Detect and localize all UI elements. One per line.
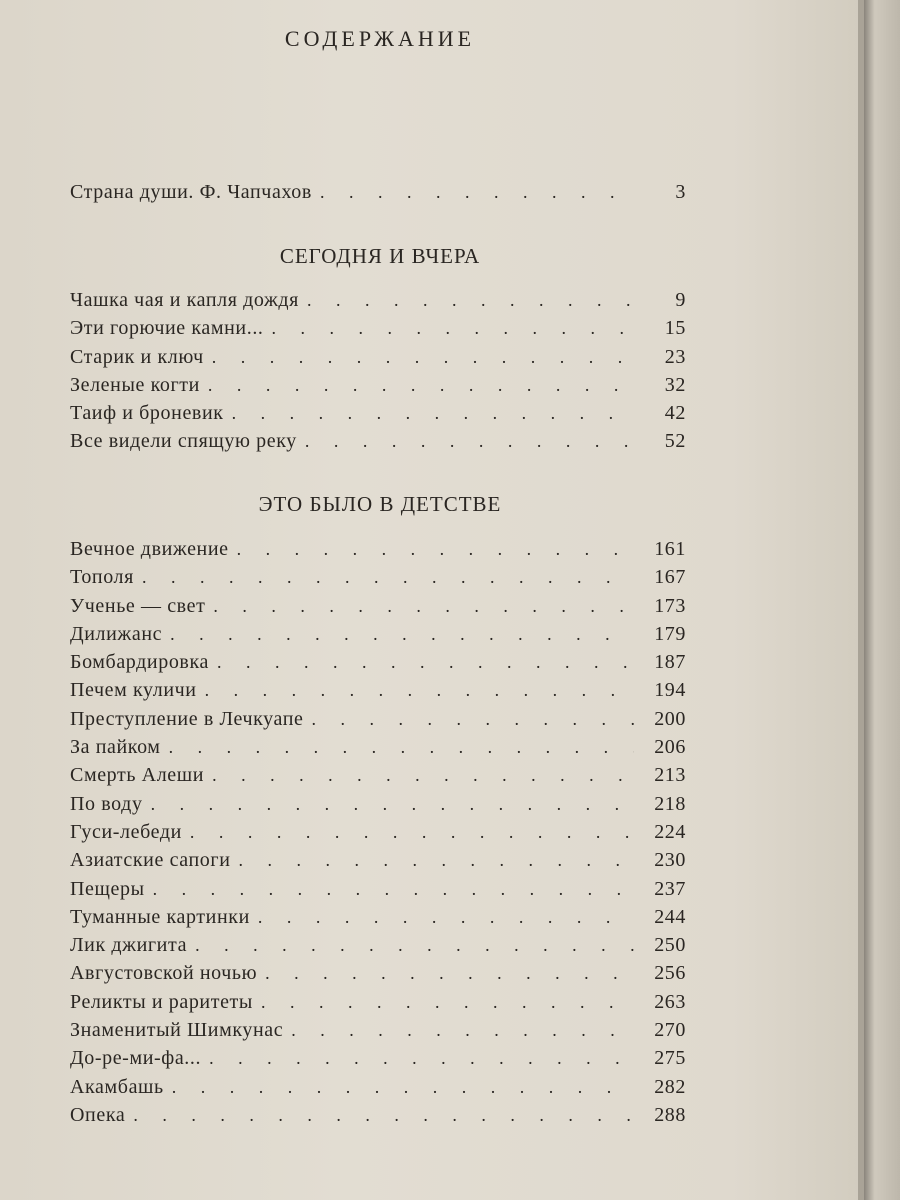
dot-leader	[305, 431, 634, 452]
toc-entry	[70, 595, 686, 623]
entry-title: Пещеры	[70, 877, 145, 900]
entry-page-number: 167	[654, 566, 686, 589]
entry-page-number: 256	[654, 962, 686, 985]
entry-page-number: 161	[654, 538, 686, 560]
toc-entry	[70, 764, 686, 792]
entry-page-number: 42	[664, 402, 686, 425]
toc-entry	[70, 736, 686, 764]
dot-leader	[195, 935, 634, 956]
toc-entry	[70, 878, 686, 906]
entry-title: Чашка чая и капля дождя	[70, 289, 299, 311]
dot-leader	[172, 1077, 634, 1098]
toc-entry	[70, 821, 686, 849]
entry-page-number: 224	[654, 820, 686, 843]
toc-entry	[70, 289, 686, 317]
entry-page-number: 237	[654, 877, 686, 900]
entry-title: Знаменитый Шимкунас	[70, 1019, 284, 1042]
dot-leader	[170, 624, 634, 645]
dot-leader	[133, 1105, 634, 1126]
dot-leader	[272, 318, 634, 339]
toc-entry	[70, 708, 686, 736]
dot-leader	[237, 539, 634, 560]
toc-entry	[70, 906, 686, 934]
toc-entry	[70, 962, 686, 990]
toc-entry	[70, 566, 686, 594]
entry-page-number: 230	[654, 849, 686, 872]
entry-title: Лик джигита	[70, 934, 188, 957]
entry-page-number: 15	[664, 317, 686, 340]
entry-title: За пайком	[70, 736, 161, 759]
entry-title: Вечное движение	[70, 538, 229, 560]
entry-page-number: 250	[654, 934, 686, 957]
entry-title: Гуси-лебеди	[70, 820, 182, 843]
toc-entry	[70, 679, 686, 707]
entry-title: Таиф и броневик	[70, 402, 224, 425]
dot-leader	[190, 822, 634, 843]
dot-leader	[169, 737, 634, 758]
toc-entry	[70, 991, 686, 1019]
dot-leader	[142, 567, 634, 588]
entry-page-number: 194	[654, 679, 686, 702]
entry-title: Страна души. Ф. Чапчахов	[70, 181, 312, 203]
dot-leader	[209, 1048, 634, 1069]
entry-title: Ученье — свет	[70, 594, 206, 617]
toc-entry	[70, 623, 686, 651]
dot-leader	[232, 403, 634, 424]
dot-leader	[212, 765, 634, 786]
entry-title: Дилижанс	[70, 622, 163, 645]
toc-entry	[70, 402, 686, 430]
intro-list	[70, 181, 686, 209]
entry-page-number: 288	[654, 1103, 686, 1126]
toc-entry	[70, 849, 686, 877]
dot-leader	[258, 907, 634, 928]
toc-entry	[70, 1047, 686, 1075]
entry-title: Азиатские сапоги	[70, 849, 231, 872]
toc-entry	[70, 651, 686, 679]
toc-entry	[70, 317, 686, 345]
entry-page-number: 179	[654, 622, 686, 645]
entry-title: Бомбардировка	[70, 651, 209, 674]
entry-page-number: 9	[675, 289, 686, 311]
entry-title: По воду	[70, 792, 143, 815]
entry-page-number: 3	[675, 181, 686, 203]
entry-page-number: 52	[664, 430, 686, 453]
dot-leader	[151, 794, 634, 815]
dot-leader	[312, 709, 635, 730]
entry-page-number: 23	[664, 345, 686, 368]
toc-entry	[70, 1104, 686, 1132]
toc-entry	[70, 934, 686, 962]
dot-leader	[261, 992, 634, 1013]
dot-leader	[320, 182, 634, 203]
entry-title: Зеленые когти	[70, 373, 200, 396]
entry-page-number: 263	[654, 990, 686, 1013]
entry-title: Все видели спящую реку	[70, 430, 297, 453]
dot-leader	[239, 850, 634, 871]
section-heading: ЭТО БЫЛО В ДЕТСТВЕ	[258, 492, 502, 516]
entry-page-number: 275	[654, 1047, 686, 1070]
entry-page-number: 218	[654, 792, 686, 815]
entry-page-number: 32	[664, 373, 686, 396]
section-entries	[70, 289, 686, 459]
entry-title: Печем куличи	[70, 679, 197, 702]
dot-leader	[205, 680, 634, 701]
entry-page-number: 244	[654, 905, 686, 928]
dot-leader	[208, 375, 634, 396]
entry-title: Туманные картинки	[70, 905, 250, 928]
entry-page-number: 213	[654, 764, 686, 787]
entry-title: Тополя	[70, 566, 134, 589]
dot-leader	[291, 1020, 634, 1041]
toc-entry	[70, 538, 686, 566]
dot-leader	[217, 652, 634, 673]
entry-page-number: 270	[654, 1019, 686, 1042]
toc-entry	[70, 793, 686, 821]
dot-leader	[213, 596, 634, 617]
section-entries	[70, 538, 686, 1132]
entry-title: Августовской ночью	[70, 962, 258, 985]
toc-entry	[70, 1019, 686, 1047]
dot-leader	[307, 290, 634, 311]
dot-leader	[153, 879, 634, 900]
toc-entry	[70, 346, 686, 374]
entry-page-number: 200	[654, 707, 686, 730]
toc-entry	[70, 374, 686, 402]
entry-title: Смерть Алеши	[70, 764, 205, 787]
section-heading: СЕГОДНЯ И ВЧЕРА	[279, 244, 481, 268]
toc-entry	[70, 430, 686, 458]
entry-title: Старик и ключ	[70, 345, 204, 368]
toc-entry	[70, 1076, 686, 1104]
entry-page-number: 282	[654, 1075, 686, 1098]
entry-page-number: 173	[654, 594, 686, 617]
toc-entry	[70, 181, 686, 209]
page-title: СОДЕРЖАНИЕ	[284, 26, 476, 51]
entry-page-number: 187	[654, 651, 686, 674]
entry-title: Акамбашь	[70, 1075, 164, 1098]
adjacent-page-strip	[864, 0, 900, 1200]
entry-title: До-ре-ми-фа...	[70, 1047, 202, 1070]
entry-title: Преступление в Лечкуапе	[70, 707, 304, 730]
entry-title: Реликты и раритеты	[70, 990, 253, 1013]
entry-page-number: 206	[654, 736, 686, 759]
entry-title: Эти горючие камни...	[70, 317, 264, 340]
dot-leader	[212, 347, 634, 368]
entry-title: Опека	[70, 1103, 126, 1126]
dot-leader	[265, 963, 634, 984]
